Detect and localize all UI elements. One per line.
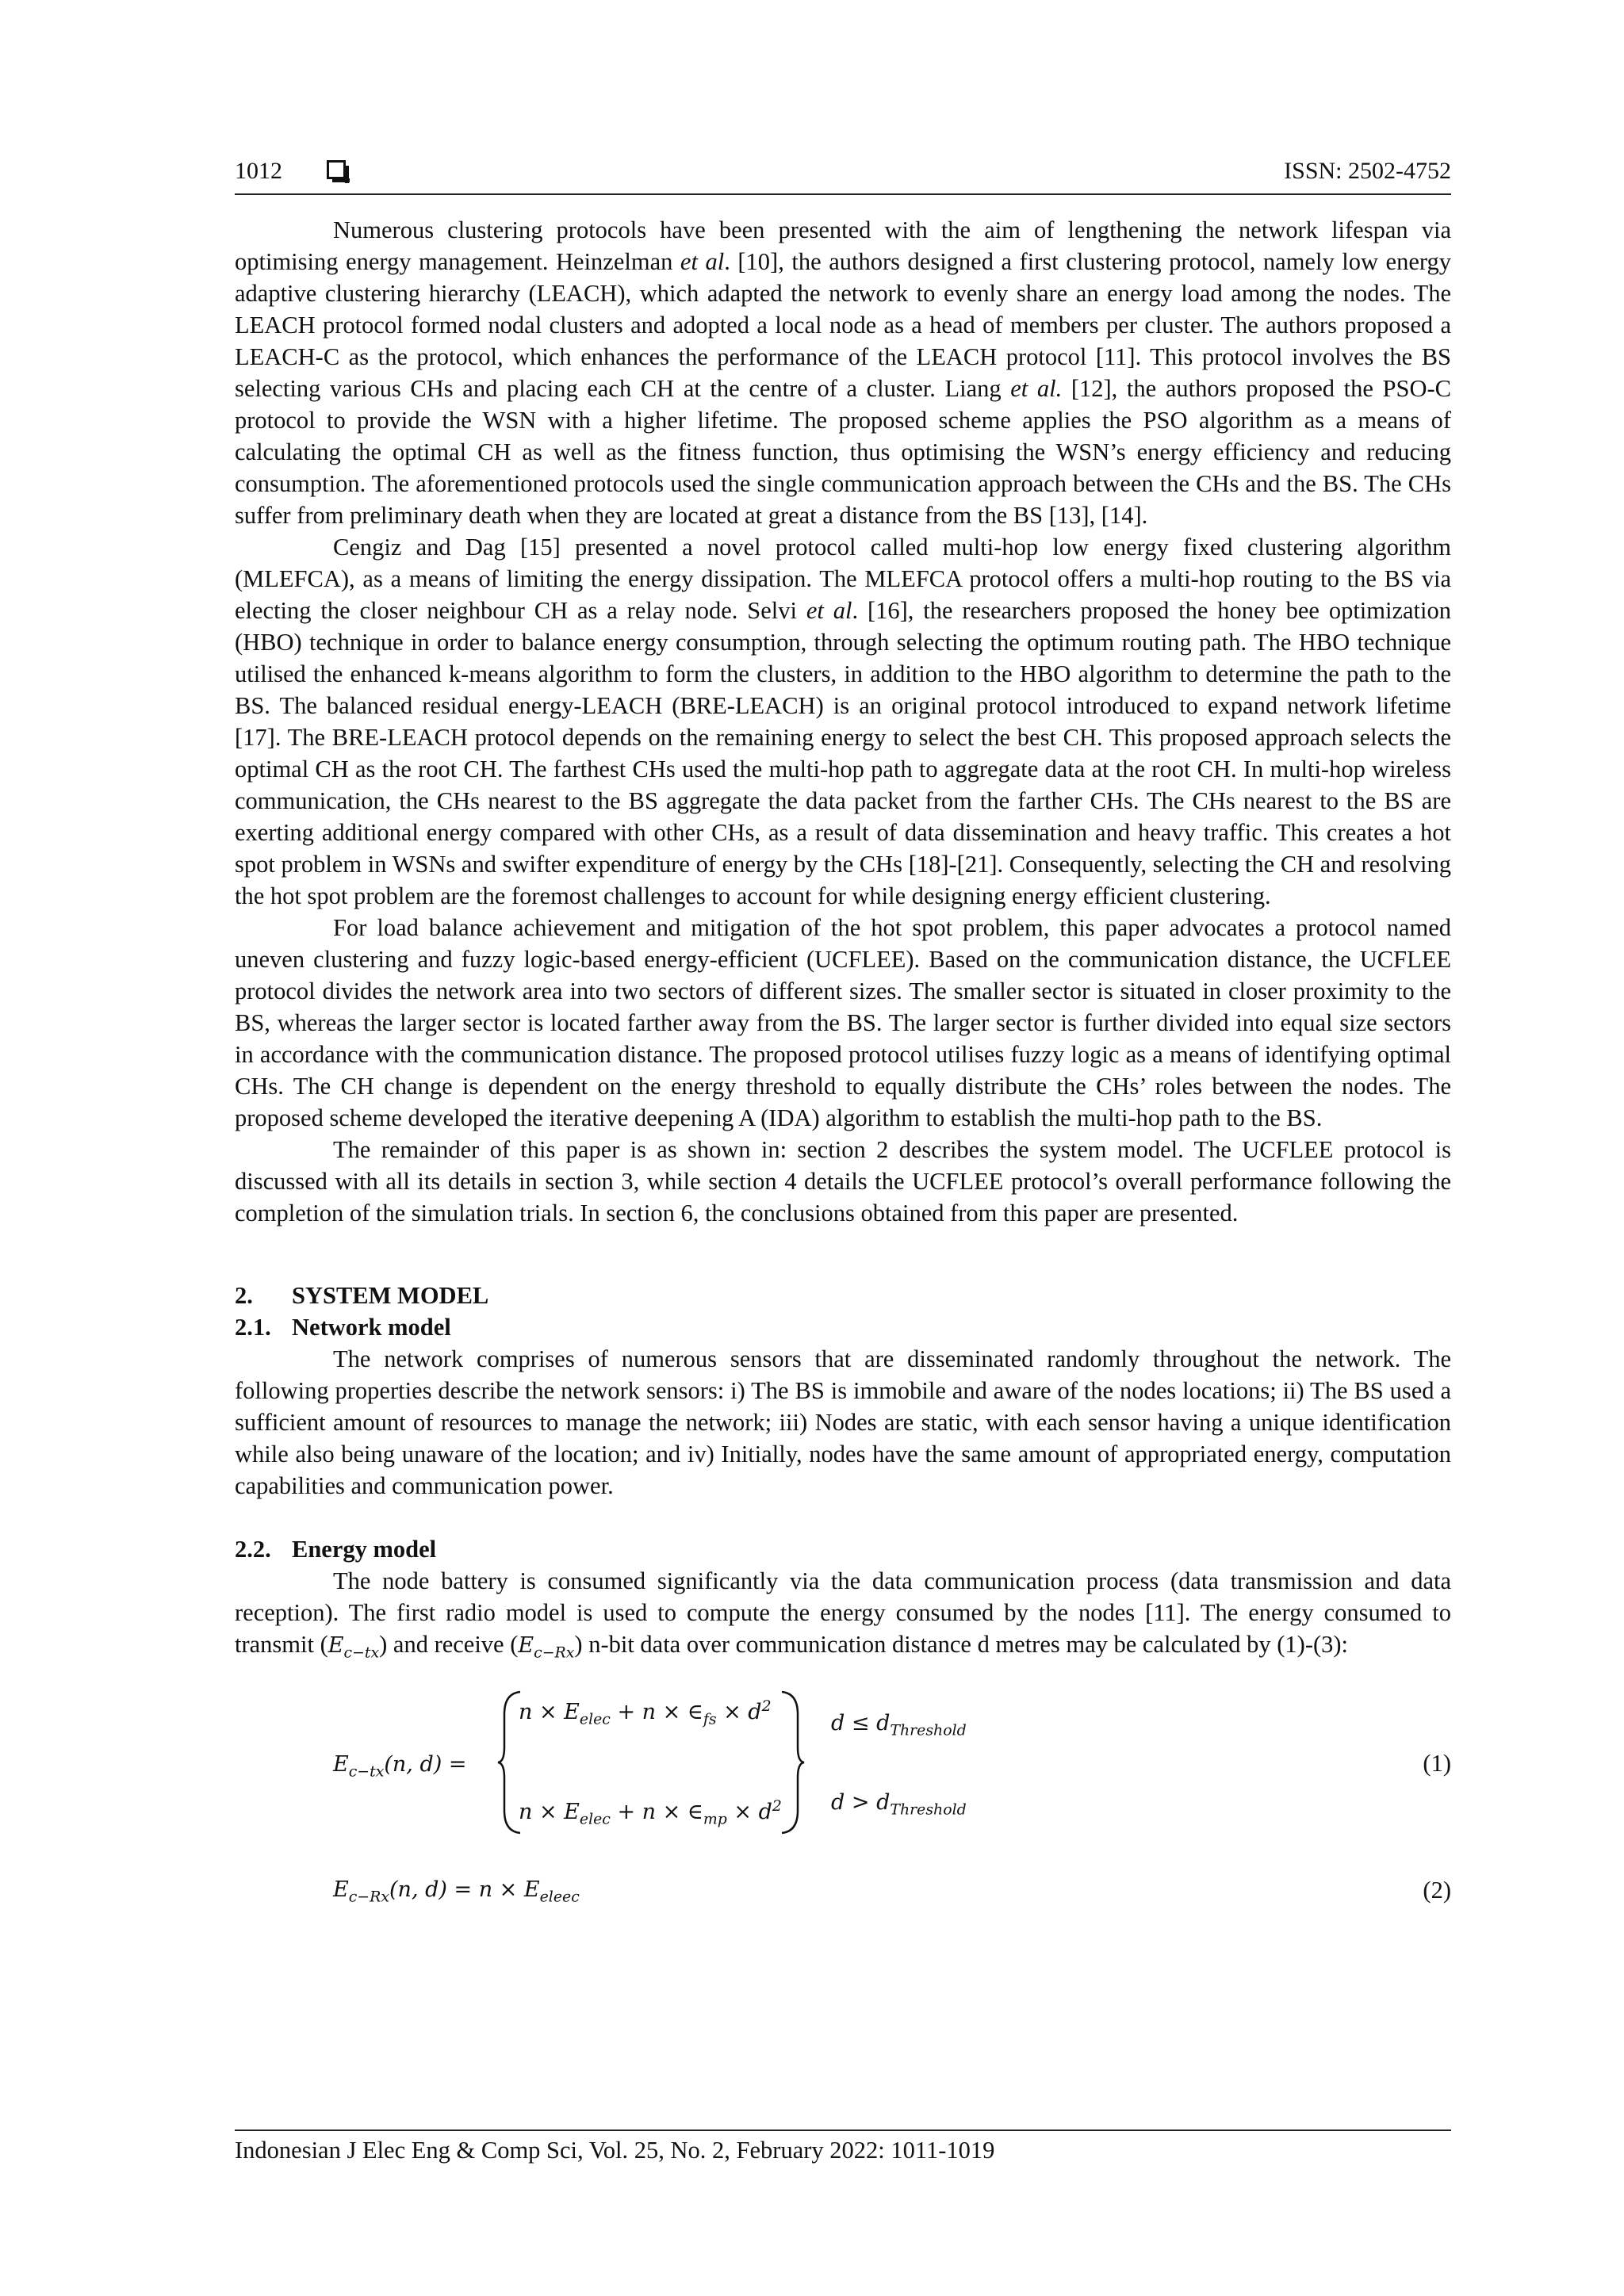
page-number: 1012 bbox=[235, 158, 282, 184]
subsection-heading bbox=[235, 1311, 1451, 1343]
subsection-heading bbox=[235, 1533, 1451, 1565]
equation-expression: $E_{c-Rx}(n$, $d) = n \times E_{eleec}$ bbox=[333, 1877, 580, 1906]
equation-condition-1: $d \le d_{Threshold}$ bbox=[831, 1711, 967, 1739]
equation-case-1: $n \times E_{elec} + n$ × $\in_{fs} \times d^2$ bbox=[519, 1697, 772, 1728]
section-title: SYSTEM MODEL bbox=[292, 1282, 489, 1309]
equation-lhs: $E_{c-tx}(n$, d) = bbox=[333, 1752, 467, 1781]
section-number: 2. bbox=[235, 1282, 253, 1309]
header-divider bbox=[235, 193, 1451, 195]
equation-1 bbox=[235, 1684, 1451, 1839]
footer-citation: Indonesian J Elec Eng & Comp Sci, Vol. 25, No. 2, February 2022: 1011-1019 bbox=[235, 2137, 995, 2164]
section-heading bbox=[235, 1280, 1451, 1311]
paragraph: The node battery is consumed significantly via the data communication process (data transmission and data reception). The first radio model is used to compute the energy consumed by the nodes [11]. The energy consumed to transmit $(E_{c-tx})$ and receive $(E_{c-Rx})$ n-bit data over communication distance d metres may be calculated by (1)-(3): bbox=[235, 1567, 1451, 1662]
subsection-title: Energy model bbox=[292, 1536, 437, 1563]
paragraph: Numerous clustering protocols have been presented with the aim of lengthening the network lifespan via optimising energy management. Heinzelman et al. [10], the authors designed a first clustering protocol, namely low energy adaptive clustering hierarchy (LEACH), which adapted the network to evenly share an energy load among the nodes. The LEACH protocol formed nodal clusters and adopted a local node as a head of members per cluster. The authors proposed a LEACH-C as the protocol, which enhances the performance of the LEACH protocol [11]. This protocol involves the BS selecting various CHs and placing each CH at the centre of a cluster. Liang et al. [12], the authors proposed the PSO-C protocol to provide the WSN with a higher lifetime. The proposed scheme applies the PSO algorithm as a means of calculating the optimal CH as well as the fitness function, thus optimising the WSN’s energy efficiency and reducing consumption. The aforementioned protocols used the single communication approach between the CHs and the BS. The CHs suffer from preliminary death when they are located at great a distance from the BS [13], [14]. bbox=[235, 216, 1451, 529]
equation-condition-2: $d > d_{Threshold}$ bbox=[831, 1790, 967, 1819]
paragraph: For load balance achievement and mitigation of the hot spot problem, this paper advocates a protocol named uneven clustering and fuzzy logic-based energy-efficient (UCFLEE). Based on the communication distance, the UCFLEE protocol divides the network area into two sectors of different sizes. The smaller sector is situated in closer proximity to the BS, whereas the larger sector is located farther away from the BS. The larger sector is further divided into equal size sectors in accordance with the communication distance. The proposed protocol utilises fuzzy logic as a means of identifying optimal CHs. The CH change is dependent on the energy threshold to equally distribute the CHs’ roles between the nodes. The proposed scheme developed the iterative deepening A (IDA) algorithm to establish the multi-hop path to the BS. bbox=[235, 914, 1451, 1131]
subsection-number: 2.2. bbox=[235, 1536, 271, 1563]
equation-2 bbox=[235, 1866, 1451, 1914]
right-brace-icon bbox=[779, 1690, 806, 1835]
paragraph: The network comprises of numerous sensors that are disseminated randomly throughout the network. The following properties describe the network sensors: i) The BS is immobile and aware of the nodes locations; ii) The BS used a sufficient amount of resources to manage the network; iii) Nodes are static, with each sensor having a unique identification while also being unaware of the location; and iv) Initially, nodes have the same amount of appropriated energy, computation capabilities and communication power. bbox=[235, 1345, 1451, 1499]
equation-number: (2) bbox=[1423, 1877, 1451, 1904]
footer-divider bbox=[235, 2130, 1451, 2131]
equation-case-2: $n \times E_{elec} + n$ × $\in_{mp} \times d^2$ bbox=[519, 1797, 782, 1828]
subsection-number: 2.1. bbox=[235, 1314, 271, 1341]
checkbox-symbol-icon bbox=[327, 160, 346, 179]
subsection-title: Network model bbox=[292, 1314, 451, 1341]
page-header bbox=[235, 155, 1451, 192]
paragraph: Cengiz and Dag [15] presented a novel protocol called multi-hop low energy fixed clustering algorithm (MLEFCA), as a means of limiting the energy dissipation. The MLEFCA protocol offers a multi-hop routing to the BS via electing the closer neighbour CH as a relay node. Selvi et al. [16], the researchers proposed the honey bee optimization (HBO) technique in order to balance energy consumption, through selecting the optimum routing path. The HBO technique utilised the enhanced k-means algorithm to form the clusters, in addition to the HBO algorithm to determine the path to the BS. The balanced residual energy-LEACH (BRE-LEACH) is an original protocol introduced to expand network lifetime [17]. The BRE-LEACH protocol depends on the remaining energy to select the best CH. This proposed approach selects the optimal CH as the root CH. The farthest CHs used the multi-hop path to aggregate data at the root CH. In multi-hop wireless communication, the CHs nearest to the BS aggregate the data packet from the farther CHs. The CHs nearest to the BS are exerting additional energy compared with other CHs, as a result of data dissemination and heavy traffic. This creates a hot spot problem in WSNs and swifter expenditure of energy by the CHs [18]-[21]. Consequently, selecting the CH and resolving the hot spot problem are the foremost challenges to account for while designing energy efficient clustering. bbox=[235, 534, 1451, 909]
equation-number: (1) bbox=[1423, 1750, 1451, 1777]
issn-label: ISSN: 2502-4752 bbox=[1284, 158, 1451, 184]
article-body bbox=[235, 214, 1451, 1914]
paragraph: The remainder of this paper is as shown in: section 2 describes the system model. The UCFLEE protocol is discussed with all its details in section 3, while section 4 details the UCFLEE protocol’s overall performance following the completion of the simulation trials. In section 6, the conclusions obtained from this paper are presented. bbox=[235, 1136, 1451, 1226]
